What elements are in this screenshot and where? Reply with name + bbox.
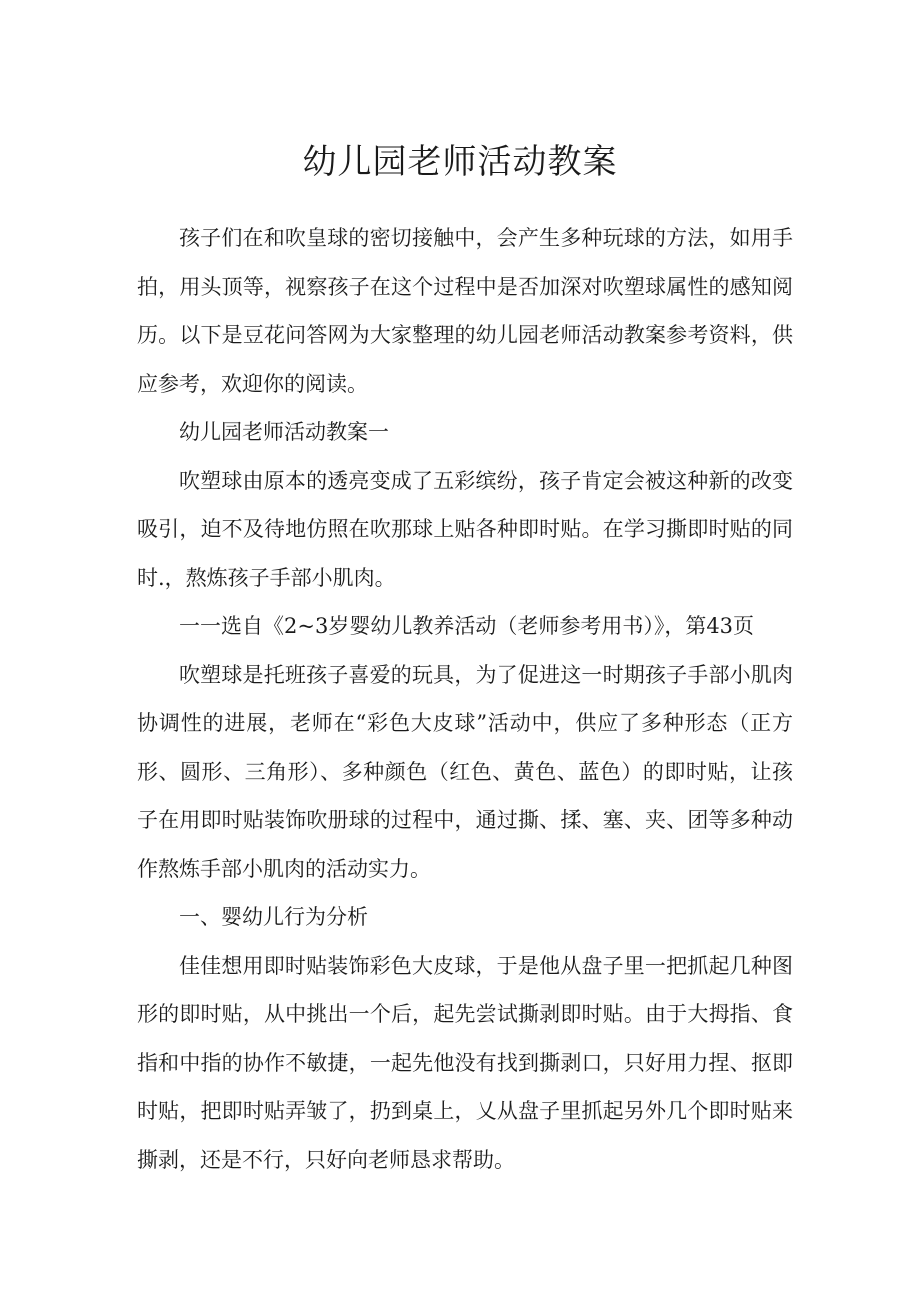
- analysis-paragraph: 佳佳想用即时贴装饰彩色大皮球，于是他从盘子里一把抓起几种图形的即时贴，从中挑出一个后，起先尝试撕剥即时贴。由于大拇指、食指和中指的协作不敏捷，一起先他没有找到撕剥口，只好用力捏、抠即时贴，把即时贴弄皱了，扔到桌上，乂从盘子里抓起另外几个即时贴来撕剥，还是不行，只好向老师恳求帮助。: [137, 953, 793, 1172]
- intro-paragraph: 孩子们在和吹皇球的密切接触中，会产生多种玩球的方法，如用手拍，用头顶等，视察孩子在这个过程中是否加深对吹塑球属性的感知阅历。以下是豆花问答网为大家整理的幼儿园老师活动教案参考资料，供应参考，欢迎你的阅读。: [137, 226, 793, 396]
- source-citation: 一一选自《2~3岁婴幼儿教养活动（老师参考用书）》，第43页: [179, 614, 755, 638]
- document-title: 幼儿园老师活动教案: [302, 142, 618, 182]
- subheading-behavior-analysis: 一、婴幼儿行为分析: [179, 905, 368, 929]
- section-paragraph: 吹塑球由原本的透亮变成了五彩缤纷，孩子肯定会被这种新的改变吸引，迫不及待地仿照在吹那球上贴各种即时贴。在学习撕即时贴的同时.，熬炼孩子手部小肌肉。: [137, 468, 793, 590]
- section-paragraph-2: 吹塑球是托班孩子喜爱的玩具，为了促进这一时期孩子手部小肌肉协调性的进展，老师在“彩色大皮球”活动中，供应了多种形态（正方形、圆形、三角形）、多种颜色（红色、黄色、蓝色）的即时贴，让孩子在用即时贴装饰吹册球的过程中，通过撕、揉、塞、夹、团等多种动作熬炼手部小肌肉的活动实力。: [137, 662, 793, 881]
- document-body: [137, 214, 793, 1184]
- section-heading: 幼儿园老师活动教案一: [179, 420, 389, 444]
